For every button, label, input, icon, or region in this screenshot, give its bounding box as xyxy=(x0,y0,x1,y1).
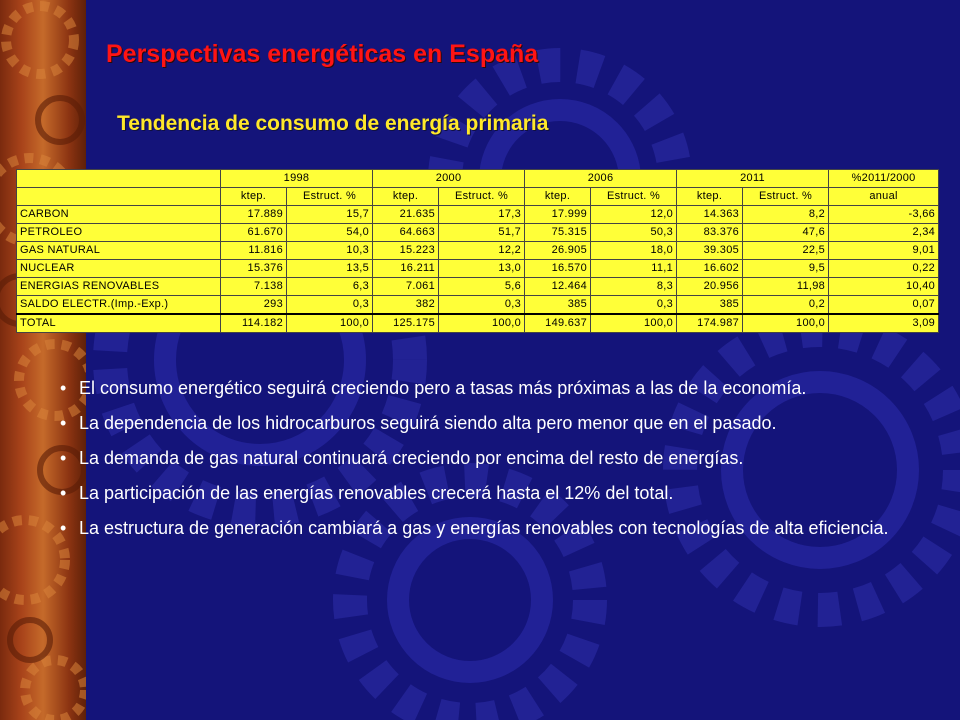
table-cell: 50,3 xyxy=(591,224,677,242)
table-cell: 125.175 xyxy=(373,314,439,333)
table-cell: 11.816 xyxy=(221,242,287,260)
table-cell: 174.987 xyxy=(677,314,743,333)
table-cell: 18,0 xyxy=(591,242,677,260)
table-cell: 15,7 xyxy=(287,206,373,224)
table-cell: 0,3 xyxy=(591,296,677,315)
table-cell: 17,3 xyxy=(439,206,525,224)
table-cell: 54,0 xyxy=(287,224,373,242)
table-cell: 0,07 xyxy=(829,296,939,315)
row-label: TOTAL xyxy=(17,314,221,333)
slide-subtitle: Tendencia de consumo de energía primaria xyxy=(117,112,549,135)
table-sub-header-row xyxy=(17,188,939,206)
year-header: %2011/2000 xyxy=(829,170,939,188)
table-cell: 0,3 xyxy=(439,296,525,315)
table-row xyxy=(17,224,939,242)
table-cell: 9,5 xyxy=(743,260,829,278)
table-cell: 75.315 xyxy=(525,224,591,242)
table-cell: 293 xyxy=(221,296,287,315)
sub-header: ktep. xyxy=(525,188,591,206)
table-row xyxy=(17,242,939,260)
table-cell: 12,2 xyxy=(439,242,525,260)
bullet-item xyxy=(60,481,930,506)
table-cell: 6,3 xyxy=(287,278,373,296)
bullet-dot-icon: • xyxy=(60,413,67,433)
table-cell: 15.376 xyxy=(221,260,287,278)
bullet-item xyxy=(60,411,930,436)
table-cell: 64.663 xyxy=(373,224,439,242)
table-cell: 8,2 xyxy=(743,206,829,224)
table-corner-cell xyxy=(17,170,221,188)
bullet-dot-icon: • xyxy=(60,483,67,503)
row-label: GAS NATURAL xyxy=(17,242,221,260)
table-row xyxy=(17,314,939,333)
table-cell: 8,3 xyxy=(591,278,677,296)
table-cell: 16.211 xyxy=(373,260,439,278)
table-cell: 14.363 xyxy=(677,206,743,224)
table-cell: -3,66 xyxy=(829,206,939,224)
table-cell: 0,2 xyxy=(743,296,829,315)
table-cell: 100,0 xyxy=(743,314,829,333)
year-header: 2000 xyxy=(373,170,525,188)
table-cell: 83.376 xyxy=(677,224,743,242)
sub-header: Estruct. % xyxy=(591,188,677,206)
row-label: ENERGIAS RENOVABLES xyxy=(17,278,221,296)
table-cell: 0,22 xyxy=(829,260,939,278)
table-corner-cell xyxy=(17,188,221,206)
bullet-item xyxy=(60,516,930,541)
sub-header: Estruct. % xyxy=(287,188,373,206)
table-cell: 12.464 xyxy=(525,278,591,296)
year-header: 2011 xyxy=(677,170,829,188)
table-cell: 17.999 xyxy=(525,206,591,224)
table-cell: 100,0 xyxy=(591,314,677,333)
table-cell: 385 xyxy=(677,296,743,315)
sub-header: ktep. xyxy=(677,188,743,206)
table-row xyxy=(17,206,939,224)
table-cell: 26.905 xyxy=(525,242,591,260)
table-cell: 15.223 xyxy=(373,242,439,260)
table-cell: 13,5 xyxy=(287,260,373,278)
table-cell: 11,1 xyxy=(591,260,677,278)
table-cell: 10,3 xyxy=(287,242,373,260)
table-cell: 13,0 xyxy=(439,260,525,278)
gear-icon xyxy=(0,6,86,720)
table-cell: 5,6 xyxy=(439,278,525,296)
table-cell: 11,98 xyxy=(743,278,829,296)
table-year-header-row xyxy=(17,170,939,188)
row-label: NUCLEAR xyxy=(17,260,221,278)
table-cell: 12,0 xyxy=(591,206,677,224)
left-decorative-strip xyxy=(0,0,86,720)
sub-header: anual xyxy=(829,188,939,206)
row-label: CARBON xyxy=(17,206,221,224)
table-cell: 16.570 xyxy=(525,260,591,278)
table-cell: 16.602 xyxy=(677,260,743,278)
bullet-dot-icon: • xyxy=(60,518,67,538)
bullet-text: La estructura de generación cambiará a gas y energías renovables con tecnologías de alta eficiencia. xyxy=(79,518,889,538)
sub-header: Estruct. % xyxy=(743,188,829,206)
table-cell: 382 xyxy=(373,296,439,315)
table-cell: 21.635 xyxy=(373,206,439,224)
table-cell: 47,6 xyxy=(743,224,829,242)
table-cell: 39.305 xyxy=(677,242,743,260)
table-cell: 7.061 xyxy=(373,278,439,296)
bullet-text: La participación de las energías renovables crecerá hasta el 12% del total. xyxy=(79,483,674,503)
table-cell: 3,09 xyxy=(829,314,939,333)
row-label: SALDO ELECTR.(Imp.-Exp.) xyxy=(17,296,221,315)
table-cell: 100,0 xyxy=(287,314,373,333)
row-label: PETROLEO xyxy=(17,224,221,242)
bullet-item xyxy=(60,376,930,401)
year-header: 1998 xyxy=(221,170,373,188)
table-cell: 22,5 xyxy=(743,242,829,260)
table-cell: 149.637 xyxy=(525,314,591,333)
table-cell: 385 xyxy=(525,296,591,315)
bullet-text: El consumo energético seguirá creciendo pero a tasas más próximas a las de la economía. xyxy=(79,378,807,398)
sub-header: ktep. xyxy=(373,188,439,206)
table-row xyxy=(17,260,939,278)
bullet-item xyxy=(60,446,930,471)
table-cell: 0,3 xyxy=(287,296,373,315)
table-row xyxy=(17,278,939,296)
sub-header: ktep. xyxy=(221,188,287,206)
bullet-list xyxy=(60,376,930,551)
bullet-dot-icon: • xyxy=(60,448,67,468)
bullet-text: La demanda de gas natural continuará creciendo por encima del resto de energías. xyxy=(79,448,744,468)
bullet-dot-icon: • xyxy=(60,378,67,398)
table-cell: 9,01 xyxy=(829,242,939,260)
table-cell: 7.138 xyxy=(221,278,287,296)
slide-title: Perspectivas energéticas en España xyxy=(106,40,539,68)
table-row xyxy=(17,296,939,315)
table-cell: 114.182 xyxy=(221,314,287,333)
table-cell: 2,34 xyxy=(829,224,939,242)
energy-consumption-table xyxy=(16,169,939,333)
table-cell: 17.889 xyxy=(221,206,287,224)
sub-header: Estruct. % xyxy=(439,188,525,206)
bullet-text: La dependencia de los hidrocarburos seguirá siendo alta pero menor que en el pasado. xyxy=(79,413,777,433)
year-header: 2006 xyxy=(525,170,677,188)
table-cell: 100,0 xyxy=(439,314,525,333)
table-cell: 61.670 xyxy=(221,224,287,242)
table-body xyxy=(17,206,939,333)
table-cell: 20.956 xyxy=(677,278,743,296)
table-cell: 51,7 xyxy=(439,224,525,242)
table-cell: 10,40 xyxy=(829,278,939,296)
